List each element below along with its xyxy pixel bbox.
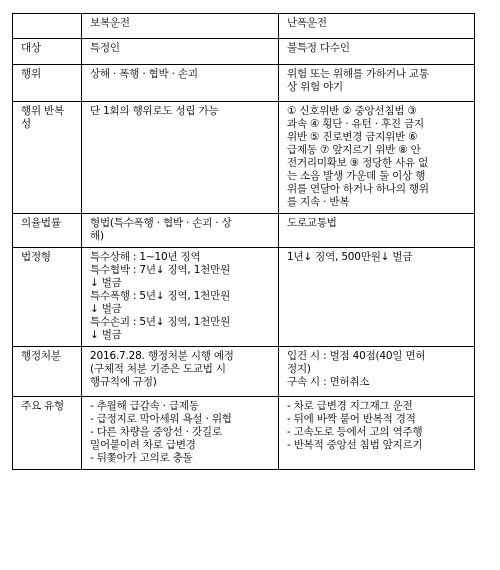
reckless-cell: 위험 또는 위해를 가하거나 교통 상 위험 야기 — [279, 65, 475, 102]
header-reckless-driving: 난폭운전 — [279, 14, 475, 39]
reckless-cell: 도로교통법 — [279, 214, 475, 248]
comparison-table — [12, 13, 475, 470]
reckless-cell: ① 신호위반 ② 중앙선침범 ③ 과속 ④ 횡단 · 유턴 · 후진 금지 위반 ⑤ 진로변경 금지위반 ⑥ 급제동 ⑦ 앞지르기 위반 ⑧ 안 전거리미확보 ⑨ 정당한 사유 없 는 소음 발생 가운데 둘 이상 행 위를 연달아 하거나 하나의 행위 를 지속 · 반복 — [279, 102, 475, 214]
retaliatory-cell: 특정인 — [82, 39, 279, 65]
retaliatory-cell: 특수상해 : 1∼10년 징역 특수협박 : 7년↓ 징역, 1천만원 ↓ 벌금 특수폭행 : 5년↓ 징역, 1천만원 ↓ 벌금 특수손괴 : 5년↓ 징역, 1천만원 ↓ 벌금 — [82, 248, 279, 347]
row-label: 법정형 — [13, 248, 82, 347]
row-label: 의율법률 — [13, 214, 82, 248]
table-row — [13, 397, 475, 470]
row-label: 행위 반복 성 — [13, 102, 82, 214]
table-row — [13, 102, 475, 214]
table-row — [13, 347, 475, 397]
retaliatory-cell: 단 1회의 행위로도 성립 가능 — [82, 102, 279, 214]
table-row — [13, 39, 475, 65]
table-row — [13, 248, 475, 347]
reckless-cell: 1년↓ 징역, 500만원↓ 벌금 — [279, 248, 475, 347]
retaliatory-cell: 2016.7.28. 행정처분 시행 예정 (구체적 처분 기준은 도교법 시 행규칙에 규정) — [82, 347, 279, 397]
header-blank-cell — [13, 14, 82, 39]
row-label: 주요 유형 — [13, 397, 82, 470]
retaliatory-cell: 상해 · 폭행 · 협박 · 손괴 — [82, 65, 279, 102]
reckless-cell: 입건 시 : 벌점 40점(40일 면허 정지) 구속 시 : 면허취소 — [279, 347, 475, 397]
row-label: 행정처분 — [13, 347, 82, 397]
header-retaliatory-driving: 보복운전 — [82, 14, 279, 39]
header-row — [13, 14, 475, 39]
row-label: 행위 — [13, 65, 82, 102]
table-row — [13, 65, 475, 102]
reckless-cell: - 차로 급변경 지그재그 운전 - 뒤에 바짝 붙어 반복적 경적 - 고속도로 등에서 고의 역주행 - 반복적 중앙선 침범 앞지르기 — [279, 397, 475, 470]
retaliatory-cell: 형법(특수폭행 · 협박 · 손괴 · 상 해) — [82, 214, 279, 248]
retaliatory-cell: - 추월해 급감속 · 급제동 - 급정지로 막아세워 욕설 · 위협 - 다른 차량을 중앙선 · 갓길로 밀어붙이려 차로 급변경 - 뒤쫓아가 고의로 충돌 — [82, 397, 279, 470]
row-label: 대상 — [13, 39, 82, 65]
reckless-cell: 불특정 다수인 — [279, 39, 475, 65]
table-row — [13, 214, 475, 248]
